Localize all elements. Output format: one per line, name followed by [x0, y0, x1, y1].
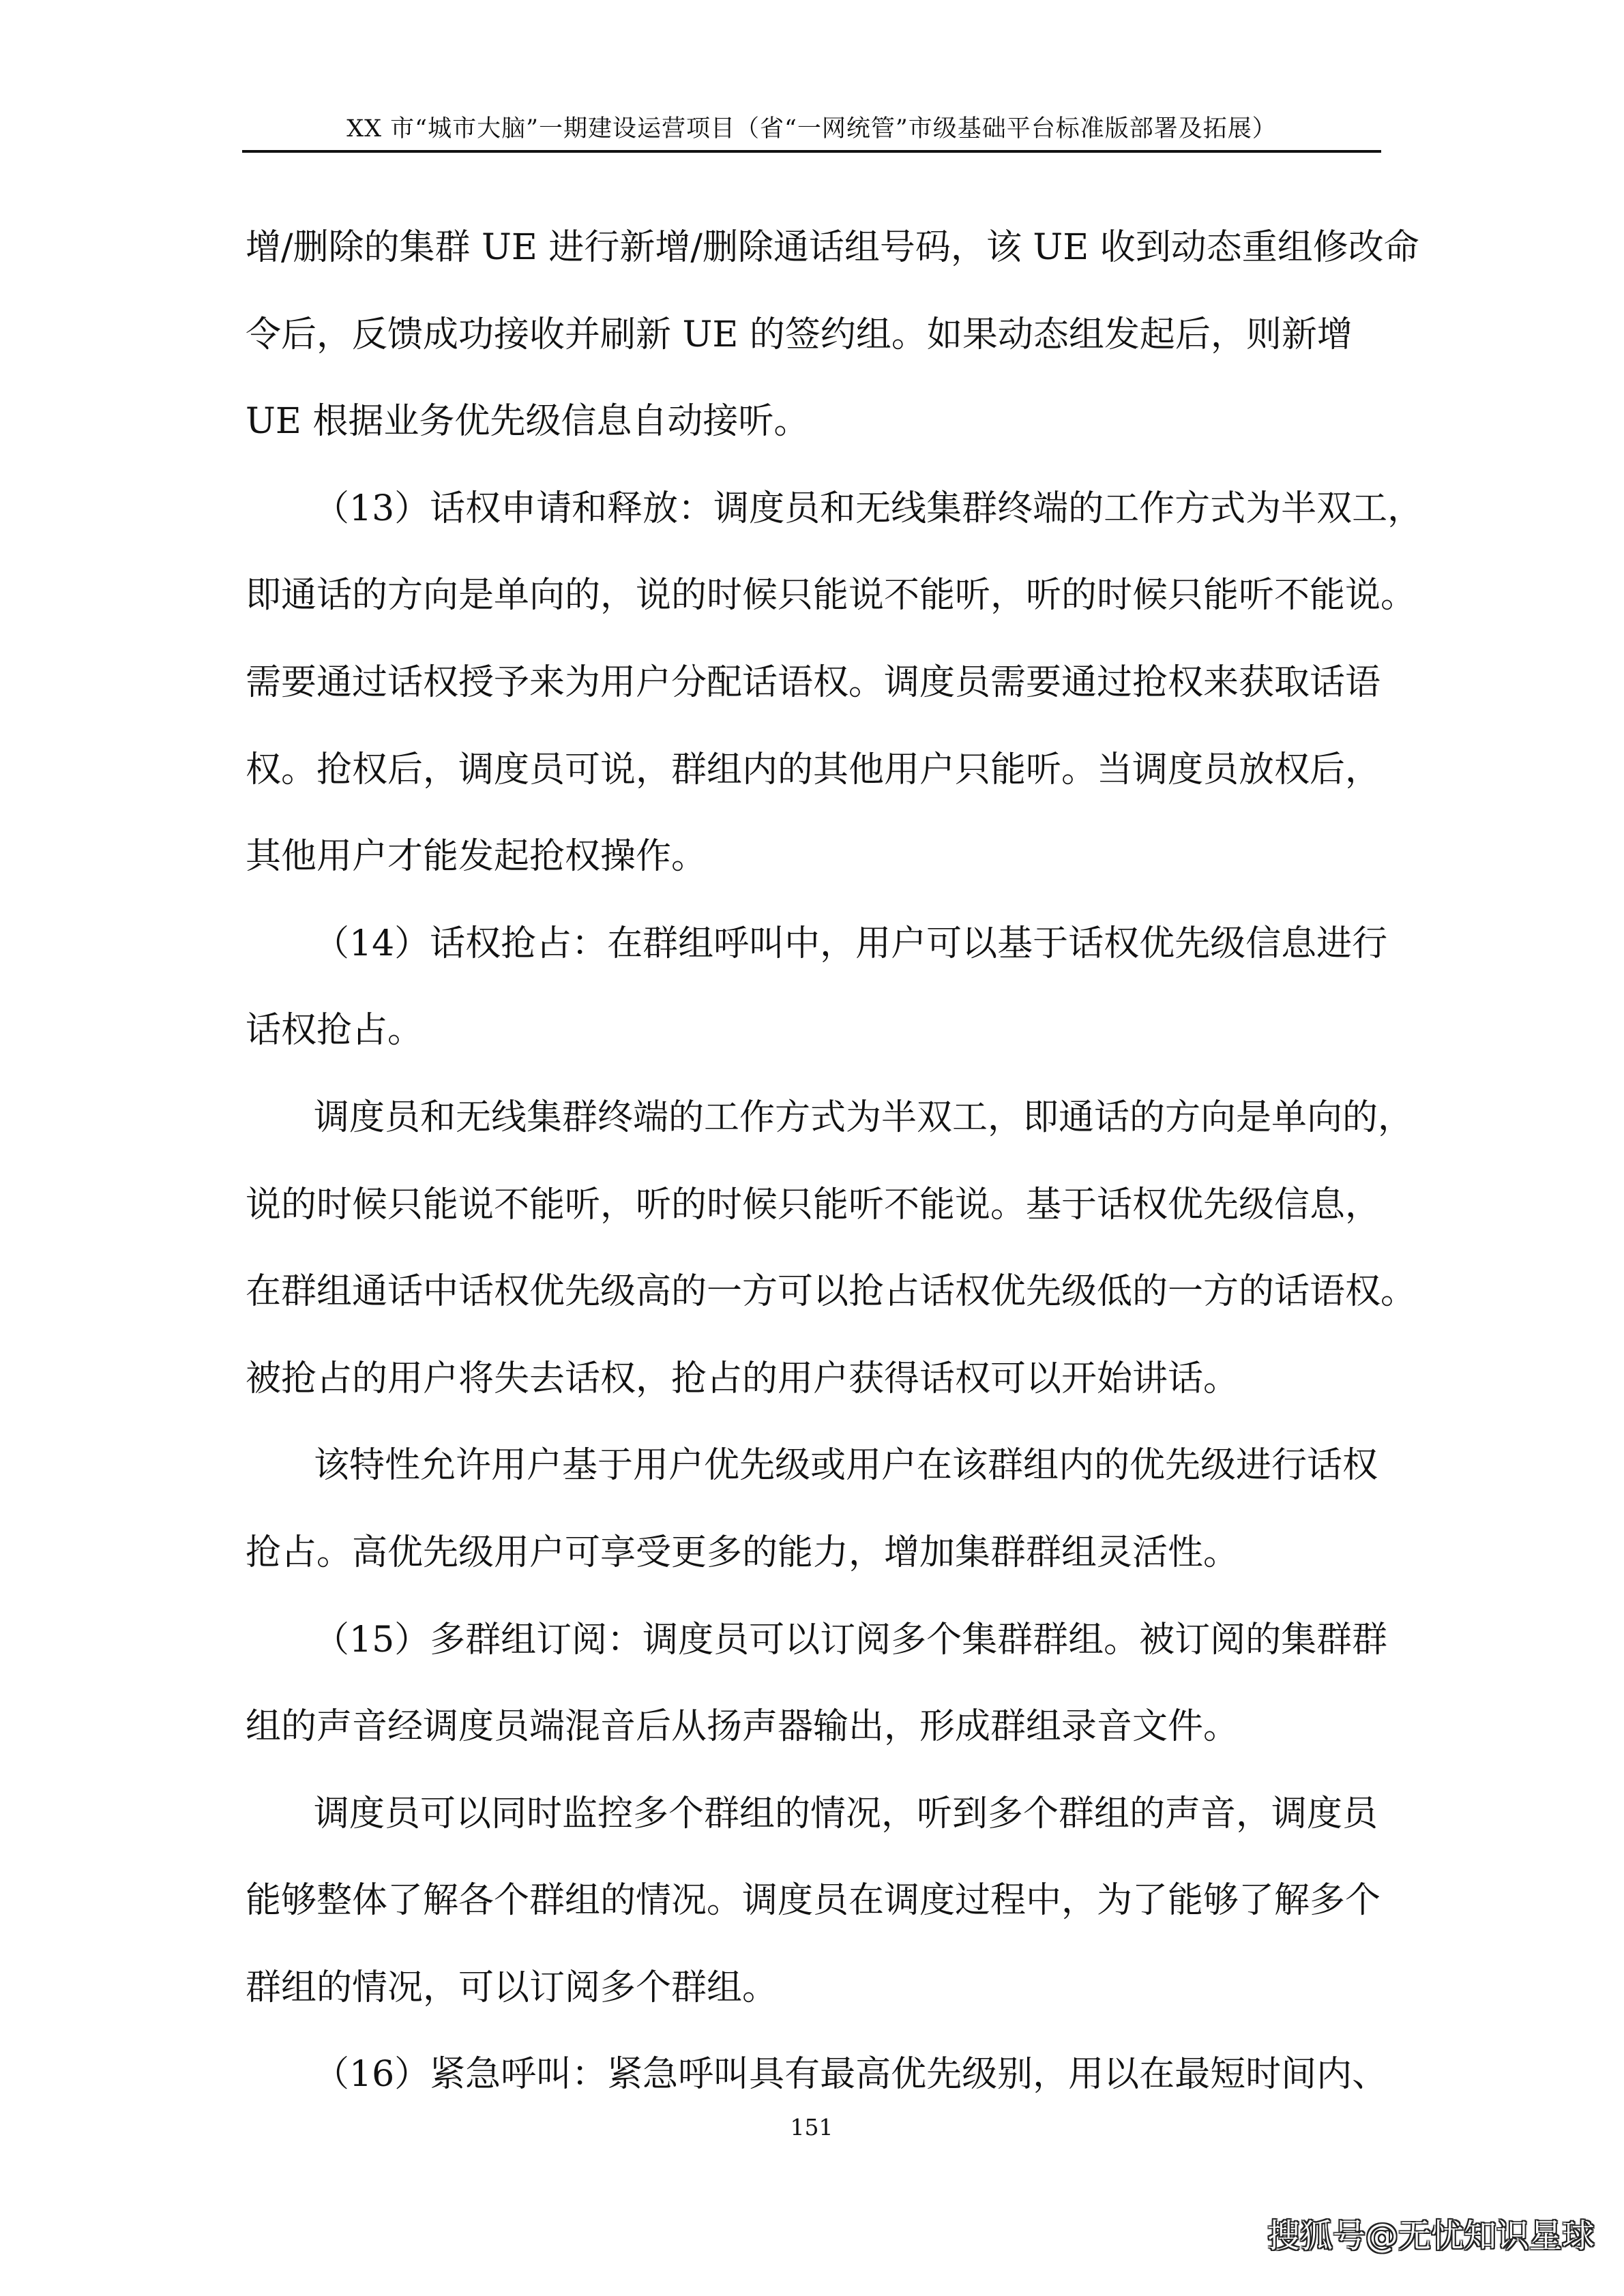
text-line: UE 根据业务优先级信息自动接听。 [246, 401, 810, 443]
text-line: 即通话的方向是单向的，说的时候只能说不能听，听的时候只能听不能说。 [246, 575, 1417, 616]
text-line: 在群组通话中话权优先级高的一方可以抢占话权优先级低的一方的话语权。 [246, 1271, 1417, 1313]
text-line: 组的声音经调度员端混音后从扬声器输出，形成群组录音文件。 [246, 1706, 1239, 1748]
paragraph-start-line: 调度员和无线集群终端的工作方式为半双工，即通话的方向是单向的， [314, 1097, 1414, 1138]
running-header: XX 市“城市大脑”一期建设运营项目（省“一网统管”市级基础平台标准版部署及拓展） [346, 115, 1277, 143]
item-16-heading-line: （16）紧急呼叫：紧急呼叫具有最高优先级别，用以在最短时间内、 [314, 2054, 1388, 2096]
body-text [246, 205, 1423, 2119]
item-14-heading-line: （14）话权抢占：在群组呼叫中，用户可以基于话权优先级信息进行 [314, 923, 1388, 964]
text-line: 能够整体了解各个群组的情况。调度员在调度过程中，为了能够了解多个 [246, 1880, 1381, 1922]
text-line: 群组的情况，可以订阅多个群组。 [246, 1967, 778, 2008]
text-line: 抢占。高优先级用户可享受更多的能力，增加集群群组灵活性。 [246, 1532, 1239, 1573]
text-line: 被抢占的用户将失去话权，抢占的用户获得话权可以开始讲话。 [246, 1358, 1239, 1399]
text-line: 权。抢权后，调度员可说，群组内的其他用户只能听。当调度员放权后， [246, 749, 1381, 790]
page-number: 151 [790, 2114, 833, 2141]
text-line: 增/删除的集群 UE 进行新增/删除通话组号码，该 UE 收到动态重组修改命 [246, 227, 1419, 268]
watermark: 搜狐号@无忧知识星球 [1267, 2217, 1595, 2255]
text-line: 需要通过话权授予来为用户分配话语权。调度员需要通过抢权来获取话语 [246, 661, 1381, 703]
item-13-heading-line: （13）话权申请和释放：调度员和无线集群终端的工作方式为半双工， [314, 488, 1423, 529]
paragraph-start-line: 该特性允许用户基于用户优先级或用户在该群组内的优先级进行话权 [314, 1445, 1378, 1487]
text-line: 其他用户才能发起抢权操作。 [246, 836, 707, 878]
paragraph-start-line: 调度员可以同时监控多个群组的情况，听到多个群组的声音，调度员 [314, 1793, 1378, 1834]
item-15-heading-line: （15）多群组订阅：调度员可以订阅多个集群群组。被订阅的集群群 [314, 1619, 1388, 1660]
text-line: 话权抢占。 [246, 1010, 424, 1052]
text-line: 说的时候只能说不能听，听的时候只能听不能说。基于话权优先级信息， [246, 1184, 1381, 1225]
text-line: 令后，反馈成功接收并刷新 UE 的签约组。如果动态组发起后，则新增 [246, 314, 1353, 355]
header-divider [242, 150, 1381, 153]
